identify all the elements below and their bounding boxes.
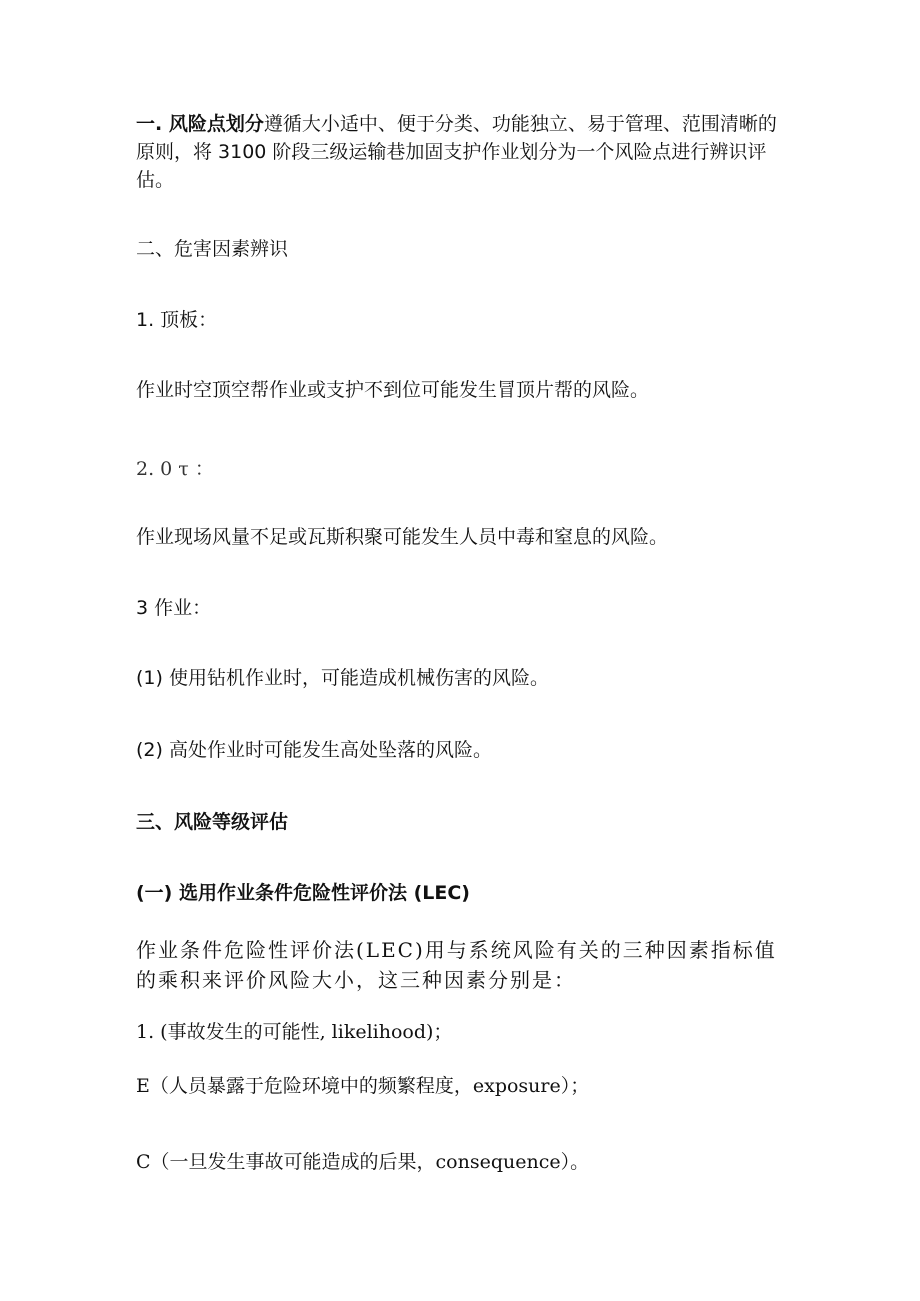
hazard-gas-text: 作业现场风量不足或瓦斯积聚可能发生人员中毒和窒息的风险。 — [136, 526, 669, 548]
section1-body: 遵循大小适中、便于分类、功能独立、易于管理、范围清晰的原则，将 3100 阶段三级运输巷加固支护作业划分为一个风险点进行辨识评估。 — [136, 113, 777, 191]
hazard-operation-sub1: (1) 使用钻机作业时，可能造成机械伤害的风险。 — [136, 667, 549, 689]
section2-heading: 二、危害因素辨识 — [136, 238, 289, 260]
lec-factor-c: C（一旦发生事故可能造成的后果，consequence）。 — [136, 1151, 590, 1173]
lec-intro-paragraph: 作业条件危险性评价法(LEC)用与系统风险有关的三种因素指标值的乘积来评价风险大小，这三种因素分别是： — [136, 938, 777, 992]
hazard-roof-text: 作业时空顶空帮作业或支护不到位可能发生冒顶片帮的风险。 — [136, 379, 650, 401]
hazard-operation-sub2: (2) 高处作业时可能发生高处坠落的风险。 — [136, 739, 492, 761]
lec-factor-e: E（人员暴露于危险环境中的频繁程度，exposure）； — [136, 1075, 590, 1097]
hazard-gas-title: 2. 0 τ ： — [136, 458, 214, 480]
section1-lead: 一. 风险点划分 — [136, 113, 264, 135]
section3-heading: 三、风险等级评估 — [136, 811, 289, 833]
section1-paragraph — [136, 110, 788, 194]
lec-factor-l: 1. (事故发生的可能性, likelihood)； — [136, 1021, 453, 1043]
hazard-roof-title: 1. 顶板： — [136, 309, 218, 331]
hazard-operation-title: 3 作业： — [136, 597, 212, 619]
lec-method-subheading: (一) 选用作业条件危险性评价法 (LEC) — [136, 882, 470, 904]
